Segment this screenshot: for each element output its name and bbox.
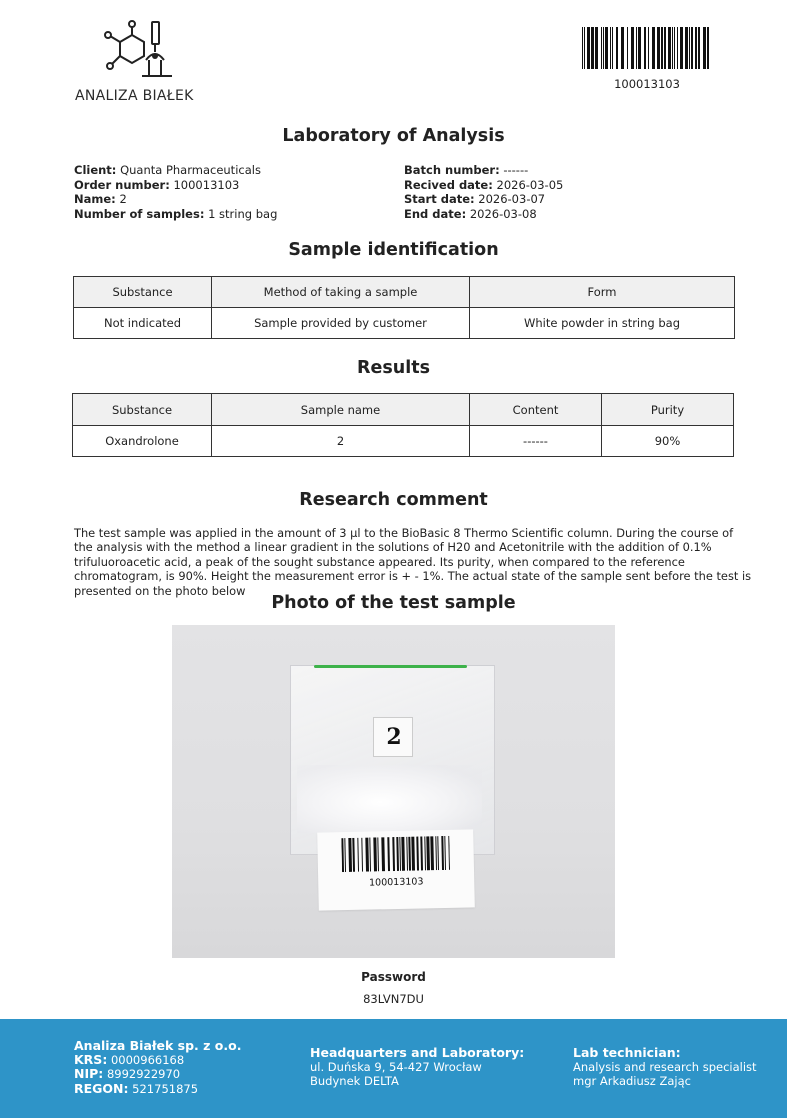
footer-hq [310, 1046, 524, 1089]
barcode-bar [348, 838, 352, 872]
order-info-right [404, 163, 563, 221]
barcode-bar [444, 836, 446, 870]
barcode-bar [361, 838, 363, 872]
barcode-bar [627, 27, 628, 69]
barcode-bar [401, 837, 405, 871]
barcode-bar [648, 27, 649, 69]
brand-name: ANALIZA BIAŁEK [75, 88, 194, 104]
barcode-bar [668, 27, 671, 69]
column-header: Purity [602, 394, 734, 426]
column-header: Content [470, 394, 602, 426]
footer [0, 1019, 787, 1118]
regon-value: 521751875 [132, 1081, 199, 1096]
name-label: Name: [74, 192, 116, 206]
photo-heading: Photo of the test sample [271, 593, 516, 613]
order-number-label: Order number: [74, 177, 170, 192]
barcode-bar [369, 838, 371, 872]
barcode-bar [424, 836, 426, 870]
barcode-bar [365, 838, 369, 872]
footer-company [74, 1039, 241, 1096]
nip-value: 8992922970 [106, 1067, 181, 1082]
barcode-bar [392, 837, 395, 871]
barcode-bar [672, 27, 673, 69]
table-row [74, 308, 735, 339]
barcode-bar [691, 27, 693, 69]
sample-identification-table [73, 276, 735, 339]
barcode-bar [441, 836, 444, 870]
barcode-bar [399, 837, 401, 871]
barcode-bar [406, 837, 408, 871]
name-row [74, 192, 277, 207]
barcode-bar [344, 838, 346, 872]
barcode-bar [408, 837, 411, 871]
page-title: Laboratory of Analysis [282, 126, 505, 146]
table-cell: 90% [602, 426, 734, 457]
table-cell: White powder in string bag [470, 308, 735, 339]
barcode-bar [638, 27, 641, 69]
barcode-bar [644, 27, 646, 69]
barcode-bar [612, 27, 613, 69]
barcode-bar [587, 27, 590, 69]
barcode-bar [377, 837, 379, 871]
barcode-bar [707, 27, 709, 69]
barcode-bar [435, 836, 437, 870]
table-cell: Sample provided by customer [212, 308, 470, 339]
sample-photo [172, 625, 615, 958]
barcode-bar [680, 27, 683, 69]
white-powder [297, 765, 482, 833]
table-header-row [74, 277, 735, 308]
start-date-row [404, 192, 563, 207]
tech-name: mgr Arkadiusz Zając [573, 1074, 691, 1089]
card-barcode [341, 836, 450, 872]
table-cell: 2 [212, 426, 470, 457]
end-date-row [404, 207, 563, 222]
research-comment-heading: Research comment [299, 490, 488, 510]
barcode-bar [695, 27, 697, 69]
end-date-label: End date: [404, 206, 467, 221]
received-date-row [404, 178, 563, 193]
barcode-bar [652, 27, 655, 69]
table-header-row [73, 394, 734, 426]
samples-label: Number of samples: [74, 206, 205, 221]
batch-label: Batch number: [404, 163, 500, 177]
footer-tech [573, 1046, 757, 1089]
barcode-bar [664, 27, 666, 69]
password-value: 83LVN7DU [363, 992, 424, 1006]
barcode-bar [595, 27, 598, 69]
client-label: Client: [74, 163, 117, 177]
table-cell: Not indicated [74, 308, 212, 339]
company-name: Analiza Białek sp. z o.o. [74, 1038, 242, 1053]
barcode-number: 100013103 [614, 77, 680, 91]
barcode-bar [448, 836, 450, 870]
password-label: Password [361, 970, 426, 984]
krs-value: 0000966168 [110, 1053, 185, 1068]
barcode-bar [420, 836, 423, 870]
tech-heading: Lab technician: [573, 1045, 681, 1060]
column-header: Substance [73, 394, 212, 426]
start-date-value: 2026-03-07 [478, 192, 546, 206]
barcode-bar [381, 837, 385, 871]
tech-role: Analysis and research specialist [573, 1060, 757, 1075]
received-date-value: 2026-03-05 [496, 177, 564, 192]
barcode-bar [605, 27, 608, 69]
bag-label [373, 717, 413, 757]
table-cell: ------ [470, 426, 602, 457]
barcode-bar [674, 27, 675, 69]
regon-label: REGON: [74, 1080, 129, 1096]
barcode-bar [584, 27, 585, 69]
name-value: 2 [119, 192, 127, 206]
barcode-bar [657, 27, 660, 69]
barcode-bar [582, 27, 583, 69]
barcode-bar [616, 27, 618, 69]
order-number-value: 100013103 [173, 177, 240, 192]
barcode-bar [603, 27, 604, 69]
barcode-bar [610, 27, 611, 69]
table-cell: Oxandrolone [73, 426, 212, 457]
barcode-bar [631, 27, 634, 69]
results-heading: Results [357, 358, 430, 378]
barcode-bar [387, 837, 390, 871]
barcode-bar [426, 836, 430, 870]
samples-row [74, 207, 277, 222]
barcode-bar [685, 27, 688, 69]
start-date-label: Start date: [404, 192, 475, 206]
hq-address: ul. Duńska 9, 54-427 Wrocław [310, 1060, 482, 1075]
column-header: Substance [74, 277, 212, 308]
barcode-card [317, 829, 475, 910]
barcode-bar [636, 27, 637, 69]
zip-seal [314, 665, 467, 668]
barcode-bar [437, 836, 439, 870]
batch-value: ------ [503, 163, 529, 177]
results-table [72, 393, 734, 457]
column-header: Form [470, 277, 735, 308]
barcode-bar [396, 837, 399, 871]
krs-label: KRS: [74, 1052, 108, 1068]
barcode-bar [352, 838, 355, 872]
nip-label: NIP: [74, 1066, 104, 1082]
barcode-bar [703, 27, 706, 69]
microscope-molecule-icon [102, 20, 174, 82]
table-row [73, 426, 734, 457]
end-date-value: 2026-03-08 [469, 206, 537, 221]
barcode-bar [591, 27, 594, 69]
barcode [582, 27, 712, 69]
barcode-bar [373, 837, 377, 871]
barcode-bar [677, 27, 678, 69]
order-number-row [74, 178, 277, 193]
samples-value: 1 string bag [208, 206, 278, 221]
hq-building: Budynek DELTA [310, 1074, 399, 1089]
barcode-bar [411, 837, 415, 871]
bag-label-text: 2 [386, 724, 402, 750]
order-info-left [74, 163, 277, 221]
received-date-label: Recived date: [404, 177, 493, 192]
hq-heading: Headquarters and Laboratory: [310, 1045, 525, 1060]
client-value: Quanta Pharmaceuticals [120, 163, 261, 177]
barcode-bar [357, 838, 359, 872]
research-comment-text: The test sample was applied in the amount of 3 µl to the BioBasic 8 Thermo Scientific column. During the course of the analysis with the method a linear gradient in the solutions of H20 and Acetonitrile with the addition of 0.1% trifuluoroacetic acid, a peak of the sought substance appeared. Its purity, when compared to the reference chromatogram, is 90%. Height the measurement error is + - 1%. The actual state of the sample sent before the test is presented on the photo below [74, 526, 752, 598]
barcode-bar [601, 27, 602, 69]
column-header: Sample name [212, 394, 470, 426]
batch-row [404, 163, 563, 178]
barcode-bar [661, 27, 663, 69]
column-header: Method of taking a sample [212, 277, 470, 308]
barcode-bar [430, 836, 434, 870]
client-row [74, 163, 277, 178]
barcode-bar [341, 838, 344, 872]
barcode-bar [621, 27, 624, 69]
barcode-bar [689, 27, 690, 69]
barcode-bar [416, 837, 419, 871]
card-barcode-number: 100013103 [368, 876, 424, 889]
barcode-bar [698, 27, 700, 69]
sample-identification-heading: Sample identification [288, 240, 499, 260]
